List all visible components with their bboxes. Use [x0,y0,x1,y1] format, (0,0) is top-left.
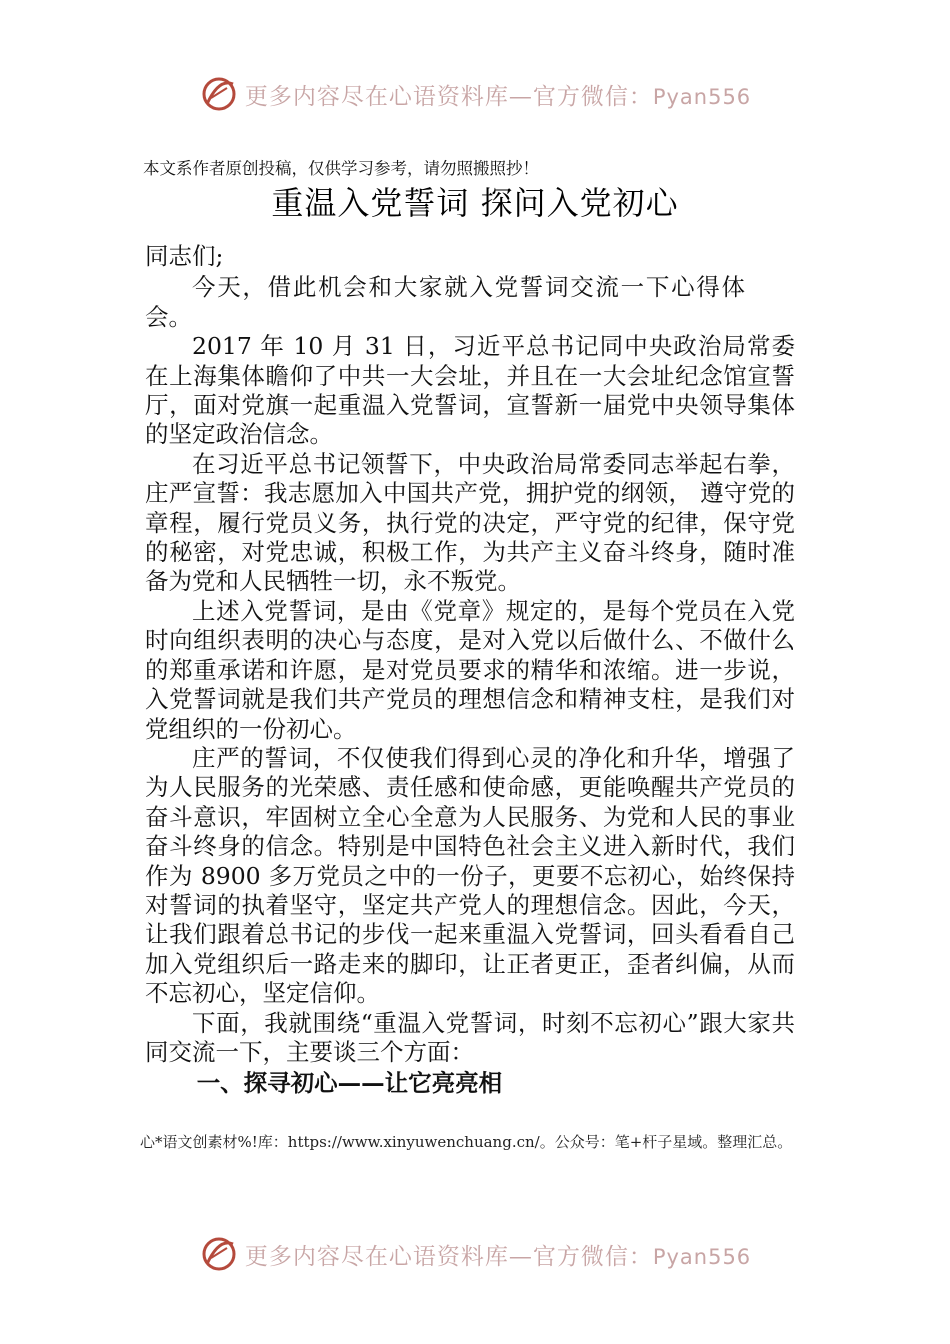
paragraph-3: 在习近平总书记领誓下，中央政治局常委同志举起右拳，庄严宣誓：我志愿加入中国共产党，拥护党的纲领， 遵守党的章程，履行党员义务，执行党的决定，严守党的纪律，保守党的秘密，对党忠诚，积极工作，为共产主义奋斗终身，随时准备为党和人民牺牲一切，永不叛党。 [145,449,795,596]
document-body [145,242,795,1099]
paragraph-2: 2017 年 10 月 31 日，习近平总书记同中央政治局常委在上海集体瞻仰了中共一大会址，并且在一大会址纪念馆宣誓厅，面对党旗一起重温入党誓词，宣誓新一届党中央领导集体的坚定政治信念。 [145,332,795,449]
brand-logo-icon [199,74,239,114]
salutation: 同志们; [145,242,224,270]
paragraph-5: 庄严的誓词，不仅使我们得到心灵的净化和升华，增强了为人民服务的光荣感、责任感和使命感，更能唤醒共产党员的奋斗意识，牢固树立全心全意为人民服务、为党和人民的事业奋斗终身的信念。特别是中国特色社会主义进入新时代，我们作为 8900 多万党员之中的一份子，更要不忘初心，始终保持对誓词的执着坚守，坚定共产党人的理想信念。因此，今天，让我们跟着总书记的步伐一起来重温入党誓词，回头看看自己加入党组织后一路走来的脚印，让正者更正，歪者纠偏，从而不忘初心，坚定信仰。 [145,743,795,1008]
footer-watermark [0,1232,950,1276]
document-title: 重温入党誓词 探问入党初心 [271,184,679,222]
paragraph-4: 上述入党誓词，是由《党章》规定的，是每个党员在入党时向组织表明的决心与态度，是对入党以后做什么、不做什么的郑重承诺和许愿，是对党员要求的精华和浓缩。进一步说，入党誓词就是我们共产党员的理想信念和精神支柱，是我们对党组织的一份初心。 [145,596,795,743]
watermark-text: 更多内容尽在心语资料库—官方微信：Pyan556 [244,83,752,110]
paragraph-1: 今天，借此机会和大家就入党誓词交流一下心得体会。 [145,273,745,331]
copyright-notice: 本文系作者原创投稿，仅供学习参考，请勿照搬照抄！ [143,159,539,178]
section-heading: 一、探寻初心——让它亮亮相 [196,1069,503,1098]
brand-logo-icon [199,1234,239,1274]
source-footnote: 心*语文创素材%!库：https://www.xinyuwenchuang.cn/。公众号：笔+杆子星域。整理汇总。 [140,1133,793,1151]
paragraph-6: 下面，我就围绕“重温入党誓词，时刻不忘初心”跟大家共同交流一下，主要谈三个方面： [145,1008,795,1066]
header-watermark [0,72,950,116]
watermark-text: 更多内容尽在心语资料库—官方微信：Pyan556 [244,1243,752,1270]
